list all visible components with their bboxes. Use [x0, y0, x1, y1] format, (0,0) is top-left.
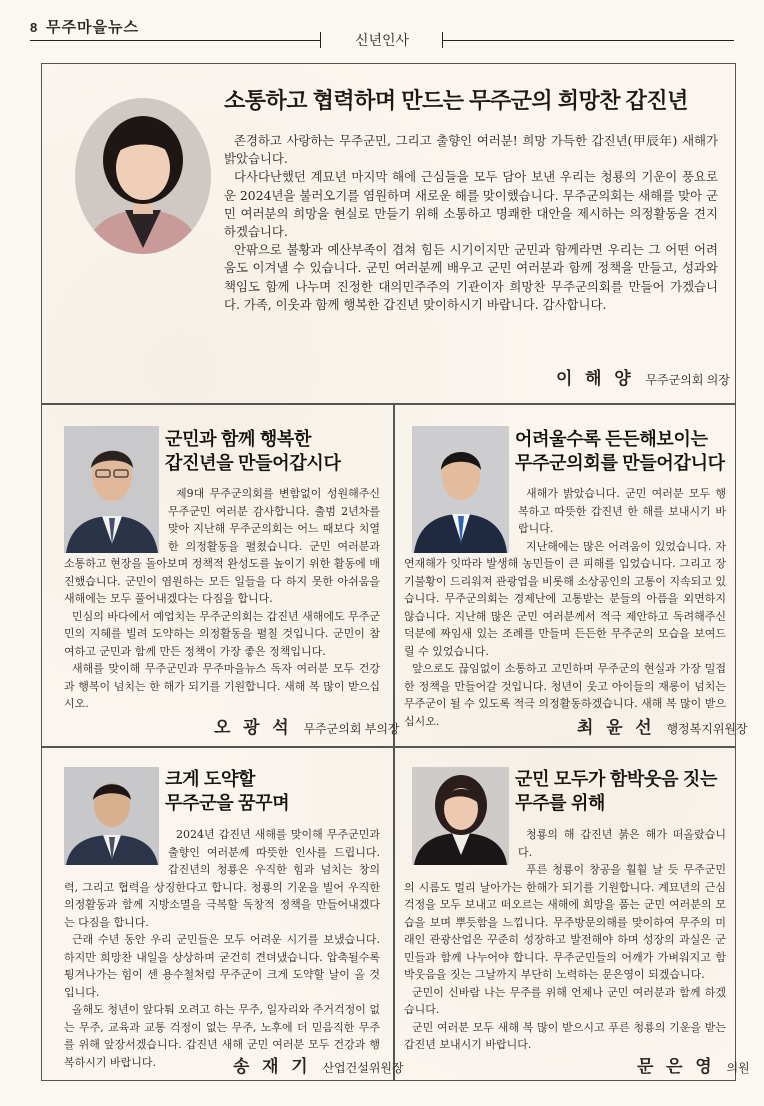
article-body-industry-chair: 2024년 갑진년 새해를 맞이해 무주군민과 출향인 여러분께 따뜻한 인사를 드립니다. 갑진년의 청룡은 우직한 힘과 넘치는 창의력, 그리고 협력을 상징한다고 합니다. 청룡의 기운을 빌어 우직한 의정활동과 함께 지방소멸을 극복할 독창적 정책을 만들어내겠다는 다짐을 합니다. 근래 수년 동안 우리 군민들은 모두 어려운 시기를 보냈습니다. 하지만 희망찬 내일을 상상하며 굳건히 견뎌냈습니다. 압축될수록 튕겨나가는 힘이 센 용수철처럼 무주군이 크게 도약할 날이 올 것입니다. 올해도 청년이 앞다퉈 오려고 하는 무주, 일자리와 주거걱정이 없는 무주, 교육과 교통 걱정이 없는 무주, 노후에 더 믿음직한 무주를 위해 앞장서겠습니다. 갑진년 새해 군민 여러분 모두 건강과 행복하시기 바랍니다.	[64, 828, 380, 1069]
industry-chair-signature	[233, 1052, 404, 1077]
lead-paragraph: 안팎으로 불황과 예산부족이 겹쳐 힘든 시기이지만 군민과 함께라면 우리는 그 어떤 어려움도 이겨낼 수 있습니다. 군민 여러분께 배우고 군민 여러분과 함께 정책을 만들고, 성과와 책임도 함께 나누며 진정한 대의민주주의 기관이자 희망찬 무주군의회를 만들어 가겠습니다. 가족, 이웃과 함께 행복한 갑진년 맞이하시기 바랍니다. 감사합니다.	[224, 242, 718, 312]
vice-chairman-signature	[214, 713, 400, 738]
article-title-industry-chair: 크게 도약할 무주군을 꿈꾸며	[165, 769, 290, 813]
divider-lead	[41, 403, 736, 405]
section-title: 신년인사	[354, 32, 410, 48]
signature-name: 문 은 영	[637, 1057, 716, 1076]
photo-wrap-spacer	[64, 826, 168, 870]
signature-name: 오 광 석	[214, 718, 293, 737]
signature-role: 무주군의회 의장	[645, 373, 730, 387]
divider-column	[393, 403, 395, 1081]
article-title-welfare-chair: 어려울수록 든든해보이는 무주군의회를 만들어갑니다	[515, 429, 725, 473]
masthead-logo: 무주마을뉴스	[46, 19, 139, 36]
lead-body	[224, 132, 718, 314]
page-number: 8	[30, 20, 38, 35]
signature-role: 의원	[726, 1061, 750, 1075]
signature-name: 최 윤 선	[577, 718, 656, 737]
lead-paragraph: 존경하고 사랑하는 무주군민, 그리고 출향인 여러분! 희망 가득한 갑진년(甲辰年) 새해가 밝았습니다.	[224, 133, 718, 167]
signature-role: 산업건설위원장	[322, 1061, 404, 1075]
divider-row	[41, 746, 736, 748]
header-rule-right	[442, 40, 734, 41]
lead-signature	[556, 364, 730, 389]
photo-wrap-spacer	[404, 826, 518, 870]
lead-headline: 소통하고 협력하며 만드는 무주군의 희망찬 갑진년	[224, 88, 688, 113]
article-title-vice-chairman: 군민과 함께 행복한 갑진년을 만들어갑시다	[165, 429, 341, 473]
article-body-vice-chairman: 제9대 무주군의회를 변함없이 성원해주신 무주군민 여러분 감사합니다. 출범 2년차를 맞아 지난해 무주군의회는 어느 때보다 치열한 의정활동을 펼쳤습니다. 군민 여러분과 소통하고 현장을 돌아보며 정책적 완성도를 높이기 위한 활동에 매진했습니다. 군민이 염원하는 모든 일들을 다 하지 못한 아쉬움을 새해에는 모두 풀어내겠다는 다짐을 합니다. 민심의 바다에서 예업치는 무주군의회는 갑진년 새해에도 무주군민의 지혜를 빌려 도약하는 의정활동을 펼칠 것입니다. 군민이 참여하고 군민과 함께 만든 정책이 가장 좋은 정책입니다. 새해를 맞이해 무주군민과 무주마을뉴스 독자 여러분 모두 건강과 행복이 넘치는 한 해가 되기를 기원합니다. 새해 복 많이 받으십시오.	[64, 487, 380, 710]
signature-role: 무주군의회 부의장	[303, 722, 400, 736]
header-rule-left	[30, 40, 320, 41]
member-signature	[637, 1052, 750, 1077]
signature-name: 송 재 기	[233, 1057, 312, 1076]
photo-wrap-spacer	[64, 485, 168, 553]
signature-name: 이 해 양	[556, 369, 635, 388]
photo-wrap-spacer	[404, 485, 518, 553]
article-body-welfare-chair: 새해가 밝았습니다. 군민 여러분 모두 행복하고 따뜻한 갑진년 한 해를 보내시기 바랍니다. 지난해에는 많은 어려움이 있었습니다. 자연재해가 잇따라 발생해 농민들이 큰 피해를 입었습니다. 그리고 장기불황이 드리워져 관광업을 비롯해 소상공인의 고통이 지속되고 있습니다. 무주군의회는 경제난에 고통받는 분들의 아픔을 외면하지 않습니다. 지난해 많은 군민 여러분께서 적극 제안하고 독려해주신 덕분에 짜임새 있는 조례를 만들며 든든한 무주군의 모습을 보여드릴 수 있었습니다. 앞으로도 끊임없이 소통하고 고민하며 무주군의 현실과 가장 밀접한 정책을 만들어갈 것입니다. 청년이 웃고 아이들의 재롱이 넘치는 무주군이 될 수 있도록 적극 의정활동하겠습니다. 새해 복 많이 받으십시오.	[404, 487, 727, 728]
lead-paragraph: 다사다난했던 계묘년 마지막 해에 근심들을 모두 담아 보낸 우리는 청룡의 기운이 풍요로운 2024년을 불러오기를 염원하며 새로운 해를 맞이했습니다. 무주군의회는 새해를 맞아 군민 여러분의 희망을 현실로 만들기 위해 소통하고 명쾌한 대안을 제시하는 의정활동을 견지하겠습니다.	[224, 169, 718, 240]
article-title-member: 군민 모두가 함박웃음 짓는 무주를 위해	[515, 769, 718, 813]
article-body-member: 청룡의 해 갑진년 붉은 해가 떠올랐습니다. 푸른 청룡이 창공을 훨훨 날 듯 무주군민의 시름도 멀리 날아가는 한해가 되기를 기원합니다. 계묘년의 근심걱정을 모두 보내고 떠오르는 새해에 희망을 품는 군민 여러분의 모습을 보며 뿌듯함을 느낍니다. 무주방문의해를 맞이하여 무주의 미래인 관광산업은 꾸준히 성장하고 발전해야 하며 성장의 과실은 군민들과 함께 나누어야 합니다. 무주군민들의 어깨가 가벼워지고 함박웃음을 짓는 그날까지 부단히 노력하는 문은영이 되겠습니다. 군민이 신바람 나는 무주를 위해 언제나 군민 여러분과 함께 하겠습니다. 군민 여러분 모두 새해 복 많이 받으시고 푸른 청룡의 기운을 받는 갑진년 보내시기 바랍니다.	[404, 828, 726, 1051]
header-tick-left	[320, 32, 321, 48]
signature-role: 행정복지위원장	[666, 722, 748, 736]
welfare-chair-signature	[577, 713, 748, 738]
chairman-photo	[75, 98, 211, 254]
